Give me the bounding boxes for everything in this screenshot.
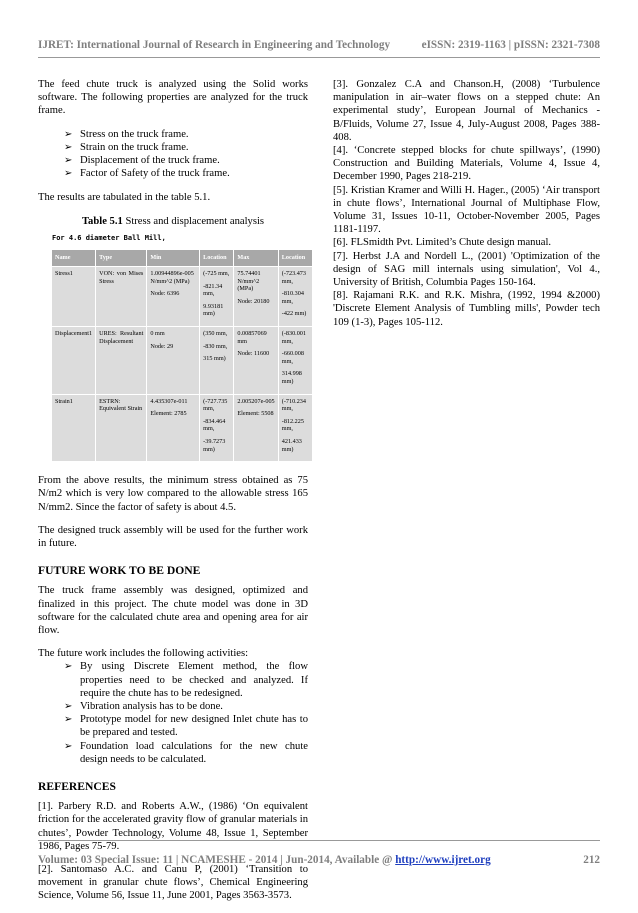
reference-item: [4]. ‘Concrete stepped blocks for chute spillways’, (1990) Construction and Building Materials, Volume 4, Issue 4, December 1990, Pages 218-219. — [333, 145, 600, 183]
section-heading-references: REFERENCES — [38, 779, 116, 793]
future-paragraph: The truck frame assembly was designed, optimized and finalized in this project. The chute model was done in 3D software for the calculated chute area and opening area for air flow. — [38, 585, 308, 636]
reference-item: [5]. Kristian Kramer and Willi H. Hager., (2005) ‘Air transport in chute flows’, International Journal of Multiphase Flow, Volume 31, Issues 10-11, October-November 2005, Pages 1181-1197. — [333, 184, 600, 236]
intro-paragraph: The feed chute truck is analyzed using the Solid works software. The following properties are analyzed for the truck frame. — [38, 79, 308, 117]
table-cell: 0 mm Node: 29 — [147, 327, 200, 395]
table-cell: (350 mm, -830 mm, 315 mm) — [200, 327, 234, 395]
table-cell: 4.435307e-011 Element: 2785 — [147, 394, 200, 462]
table-cell: 2.005207e-005 Element: 5508 — [234, 394, 278, 462]
table-cell: (-830.001 mm, -660.008 mm, 314.998 mm) — [278, 327, 312, 395]
list-item: ➢ By using Discrete Element method, the flow properties need to be checked and analyzed. If require the chute has to be redesigned. — [64, 661, 308, 699]
issn: eISSN: 2319-1163 | pISSN: 2321-7308 — [421, 39, 600, 51]
running-header — [38, 39, 600, 51]
future-activities-list — [38, 660, 308, 766]
list-item: ➢ Displacement of the truck frame. — [64, 155, 220, 167]
list-item: ➢ Foundation load calculations for the new chute design needs to be calculated. — [64, 740, 308, 765]
table-row — [52, 394, 313, 462]
table-subtitle: For 4.6 diameter Ball Mill, — [52, 233, 166, 242]
results-intro: The results are tabulated in the table 5.1. — [38, 192, 211, 204]
page-number: 212 — [583, 854, 600, 866]
list-item: ➢ Vibration analysis has to be done. — [64, 700, 223, 712]
volume-info: Volume: 03 Special Issue: 11 | NCAMESHE - 2014 | Jun-2014, Available @ http://www.ijret.org — [38, 854, 491, 866]
reference-item: [1]. Parbery R.D. and Roberts A.W., (1986) ‘On equivalent friction for the accelerated gravity flow of granular materials in chutes’, Powder Technology, Volume 48, Issue 1, September 1986, Pages 75-79. — [38, 801, 308, 852]
table-cell: (-725 mm, -821.34 mm, 9.93181 mm) — [200, 267, 234, 327]
table-cell: Displacement1 — [52, 327, 96, 395]
table-cell: ESTRN: Equivalent Strain — [96, 394, 147, 462]
footer-rule — [38, 840, 600, 841]
journal-title: IJRET: International Journal of Research in Engineering and Technology — [38, 39, 391, 51]
table-cell: 75.74401 N/mm^2 (MPa) Node: 20180 — [234, 267, 278, 327]
table-cell: (-723.473 mm, -810.304 mm, -422 mm) — [278, 267, 312, 327]
column-header: Min — [147, 250, 200, 267]
table-cell: Strain1 — [52, 394, 96, 462]
assembly-paragraph: The designed truck assembly will be used for the further work in future. — [38, 524, 308, 549]
arrow-bullet-icon: ➢ — [64, 661, 73, 673]
table-header-row — [52, 250, 313, 267]
table-cell: (-710.234 mm, -812.225 mm, 421.433 mm) — [278, 394, 312, 462]
column-header: Name — [52, 250, 96, 267]
list-item: ➢ Stress on the truck frame. — [64, 128, 189, 140]
table-cell: VON: von Mises Stress — [96, 267, 147, 327]
table-row — [52, 327, 313, 395]
list-item: ➢ Factor of Safety of the truck frame. — [64, 168, 230, 180]
table-cell: URES: Resultant Displacement — [96, 327, 147, 395]
reference-item: [7]. Herbst J.A and Nordell L., (2001) 'Optimization of the design of SAG mill internals using simulation', Vol 4., University of British, Columbia Pages 150-164. — [333, 250, 600, 289]
reference-item: [2]. Santomaso A.C. and Canu P, (2001) ‘Transition to movement in granular chute flows’, Chemical Engineering Science, Volume 56, Issue 11, June 2001, Pages 3563-3573. — [38, 864, 308, 902]
arrow-bullet-icon: ➢ — [64, 740, 73, 752]
list-item: ➢ Prototype model for new designed Inlet chute has to be prepared and tested. — [64, 714, 308, 739]
column-header: Location — [200, 250, 234, 267]
arrow-bullet-icon: ➢ — [64, 128, 73, 140]
right-column — [333, 78, 600, 329]
running-footer — [38, 854, 600, 866]
table-cell: (-727.735 mm, -834.464 mm, -39.7273 mm) — [200, 394, 234, 462]
column-header: Max — [234, 250, 278, 267]
header-rule — [38, 57, 600, 58]
table-cell: 1.00944896e-005 N/mm^2 (MPa) Node: 6396 — [147, 267, 200, 327]
reference-item: [8]. Rajamani R.K. and R.K. Mishra, (1992, 1994 &2000) 'Discrete Element Analysis of Tumbling mills', Powder tech 109 (1-3), Pages 105-112. — [333, 290, 600, 328]
arrow-bullet-icon: ➢ — [64, 714, 73, 726]
results-paragraph: From the above results, the minimum stress obtained as 75 N/m2 which is very low compared to the allowable stress 165 N/mm2. Since the factor of safety is about 4.5. — [38, 475, 308, 513]
table-cell: Stress1 — [52, 267, 96, 327]
properties-list — [38, 128, 308, 181]
reference-item: [6]. FLSmidth Pvt. Limited’s Chute design manual. — [333, 237, 552, 249]
arrow-bullet-icon: ➢ — [64, 168, 73, 180]
future-activities-intro: The future work includes the following activities: — [38, 648, 249, 660]
table-cell: 0.00857069 mm Node: 11600 — [234, 327, 278, 395]
column-header: Location — [278, 250, 312, 267]
arrow-bullet-icon: ➢ — [64, 155, 73, 167]
journal-link[interactable]: http://www.ijret.org — [395, 854, 491, 866]
column-header: Type — [96, 250, 147, 267]
arrow-bullet-icon: ➢ — [64, 700, 73, 712]
table-caption: Table 5.1 Stress and displacement analysis — [81, 215, 265, 227]
table-row — [52, 267, 313, 327]
list-item: ➢ Strain on the truck frame. — [64, 141, 189, 153]
results-table — [51, 249, 313, 462]
section-heading-future-work: FUTURE WORK TO BE DONE — [38, 564, 201, 578]
left-column — [38, 78, 308, 913]
reference-item: [3]. Gonzalez C.A and Chanson.H, (2008) ‘Turbulence manipulation in air–water flows on a stepped chute: An experimental study’, European Journal of Mechanics - B/Fluids, Volume 27, Issue 4, July-August 2008, Pages 388-408. — [333, 79, 600, 143]
arrow-bullet-icon: ➢ — [64, 141, 73, 153]
